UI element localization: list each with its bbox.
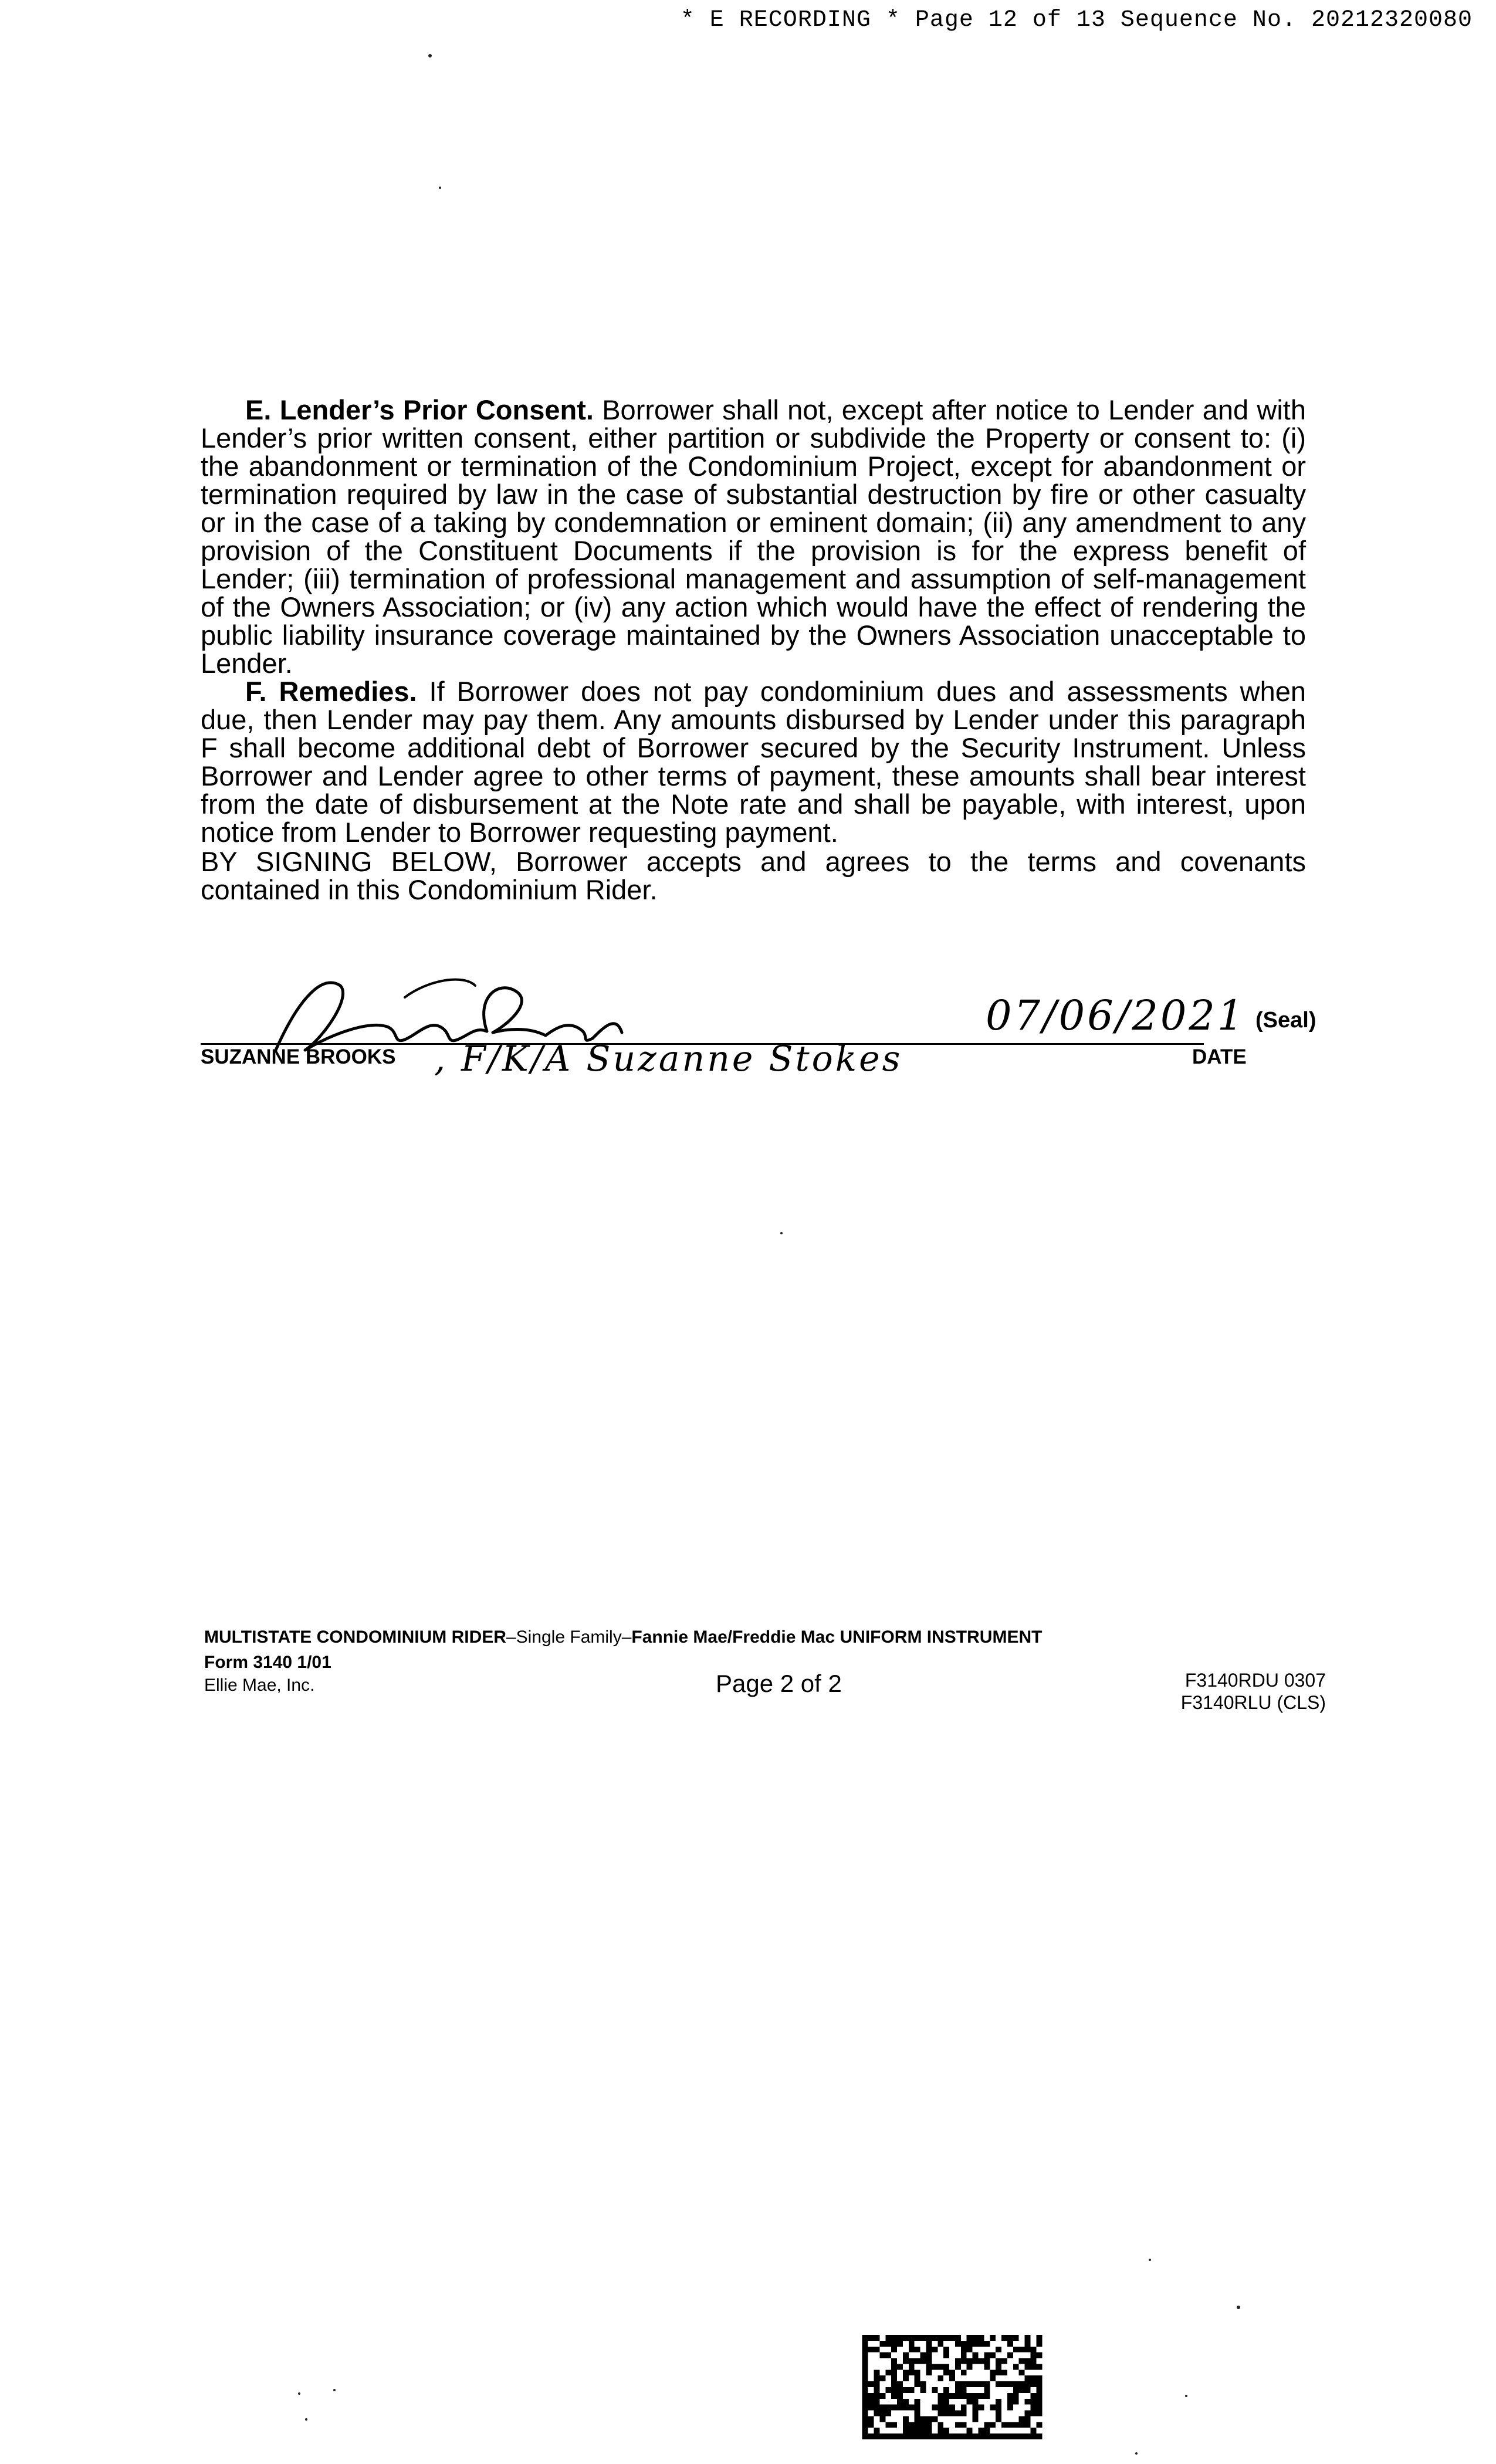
- footer-title: [204, 1627, 1042, 1647]
- footer-title-part-2: –Single Family–: [506, 1627, 632, 1647]
- footer-vendor: Ellie Mae, Inc.: [204, 1676, 315, 1695]
- scan-speck: [305, 2418, 307, 2421]
- section-f: [201, 678, 1306, 847]
- section-e: [201, 396, 1306, 678]
- date-label: DATE: [1192, 1045, 1247, 1068]
- section-e-heading: E. Lender’s Prior Consent.: [245, 394, 594, 425]
- footer-title-part-1: MULTISTATE CONDOMINIUM RIDER: [204, 1627, 506, 1647]
- section-f-heading: F. Remedies.: [245, 676, 417, 707]
- recording-stamp: * E RECORDING * Page 12 of 13 Sequence No. 20212320080: [680, 7, 1473, 33]
- section-f-text: If Borrower does not pay condominium dues and assessments when due, then Lender may pay them. Any amounts disbursed by Lender under this paragraph F shall become additional debt of Borrower secured by the Security Instrument. Unless Borrower and Lender agree to other terms of payment, these amounts shall bear interest from the date of disbursement at the Note rate and shall be payable, with interest, upon notice from Lender to Borrower requesting payment.: [201, 676, 1307, 848]
- form-code-2: F3140RLU (CLS): [1180, 1692, 1326, 1713]
- scan-speck: [439, 187, 441, 189]
- page-number: Page 2 of 2: [716, 1670, 842, 1697]
- scan-speck: [780, 1232, 783, 1234]
- scan-speck: [428, 54, 432, 57]
- signature-date: 07/06/2021: [986, 991, 1246, 1040]
- signing-statement: BY SIGNING BELOW, Borrower accepts and agrees to the terms and covenants contained in this Condominium Rider.: [201, 846, 1306, 905]
- section-e-text: Borrower shall not, except after notice to Lender and with Lender’s prior written consent, either partition or subdivide the Property or consent to: (i) the abandonment or termination of the Condominium Project, except for abandonment or termination required by law in the case of substantial destruction by fire or other casualty or in the case of a taking by condemnation or eminent domain; (ii) any amendment to any provision of the Constituent Documents if the provision is for the express benefit of Lender; (iii) termination of professional management and assumption of self-management of the Owners Association; or (iv) any action which would have the effect of rendering the public liability insurance coverage maintained by the Owners Association unacceptable to Lender.: [201, 394, 1306, 679]
- fka-handwritten: , F/K/A Suzanne Stokes: [434, 1038, 903, 1079]
- borrower-name: SUZANNE BROOKS: [201, 1045, 396, 1068]
- footer-title-part-3: Fannie Mae/Freddie Mac UNIFORM INSTRUMENT: [631, 1627, 1043, 1647]
- scan-speck: [1149, 2259, 1151, 2261]
- document-barcode: [861, 2335, 1043, 2439]
- seal-label: (Seal): [1255, 1008, 1316, 1033]
- scan-speck: [1135, 2452, 1138, 2455]
- rider-body: [201, 396, 1306, 847]
- scan-speck: [1237, 2306, 1240, 2309]
- footer-form-number: Form 3140 1/01: [204, 1653, 331, 1672]
- scan-speck: [333, 2389, 336, 2391]
- scan-speck: [298, 2392, 300, 2395]
- scan-speck: [1185, 2395, 1187, 2397]
- form-code-1: F3140RDU 0307: [1184, 1670, 1326, 1691]
